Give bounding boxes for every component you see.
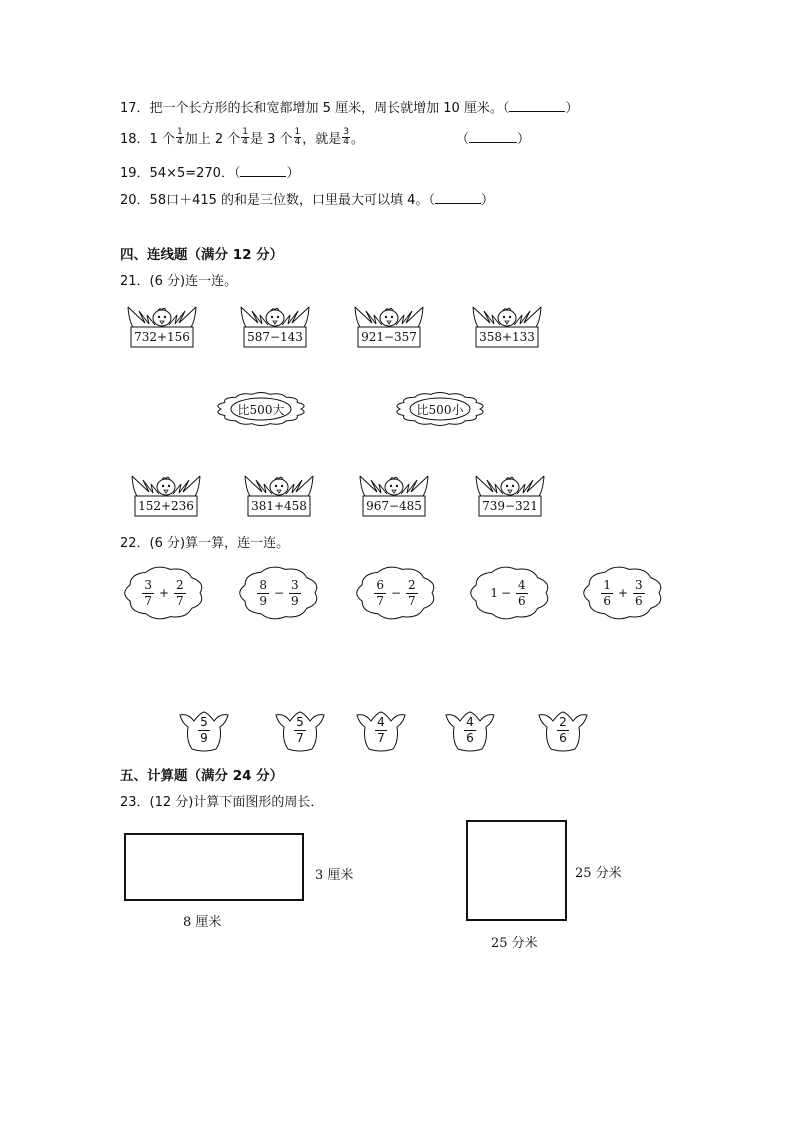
- fraction: $\frac{3}{9}$: [291, 577, 299, 608]
- cloud-expression[interactable]: [579, 560, 667, 626]
- bird-card[interactable]: [242, 470, 316, 520]
- answer-blank[interactable]: [435, 193, 481, 204]
- whole-number: 1: [490, 586, 498, 600]
- answer-blank[interactable]: [240, 166, 286, 177]
- fraction: 4 6: [466, 715, 474, 745]
- bird-card-expression: 381+458: [251, 499, 307, 513]
- fraction: 1 6: [603, 577, 611, 608]
- square-side-label-right: 25 分米: [575, 866, 622, 881]
- tulip-answer[interactable]: [272, 711, 328, 753]
- answer-blank[interactable]: [469, 132, 517, 143]
- question-19: 19．54×5=270．（ ）: [120, 166, 300, 181]
- question-17: 17．把一个长方形的长和宽都增加 5 厘米，周长就增加 10 厘米。（ ）: [120, 101, 579, 116]
- operator: +: [158, 586, 170, 600]
- question-number: 18．: [120, 131, 150, 147]
- section-heading: 四、连线题（满分 12 分）: [120, 247, 284, 263]
- fraction: $\frac{3}{6}$: [635, 577, 643, 608]
- bird-card[interactable]: [473, 470, 547, 520]
- flower-label: 比500大: [237, 403, 285, 417]
- fraction: 5 7: [296, 715, 304, 745]
- rectangle-height-label: 3 厘米: [315, 868, 354, 883]
- question-number: 17．: [120, 101, 150, 116]
- question-23-title: 23．(12 分)计算下面图形的周长．: [120, 795, 324, 810]
- question-text: 把一个长方形的长和宽都增加 5 厘米，周长就增加 10 厘米。（: [149, 101, 510, 116]
- bird-card[interactable]: [357, 470, 431, 520]
- question-number: 20．: [120, 193, 150, 208]
- question-18: 18． 1 个 $\frac{1}{4}$ 加上 2 个 $\frac{1}{4}$ 是 3 个 $\frac{1}{4}$ ，就是 $\frac{3}{4}$ 。 （ ）: [120, 126, 531, 147]
- bird-card-expression: 152+236: [138, 499, 194, 513]
- flower-target[interactable]: [215, 389, 307, 429]
- bird-card[interactable]: [470, 301, 544, 351]
- bird-card-expression: 739−321: [482, 499, 538, 513]
- question-22-title: 22．(6 分)算一算，连一连。: [120, 536, 290, 551]
- fraction: 6 7: [376, 577, 384, 608]
- square-side-label-bottom: 25 分米: [491, 936, 538, 951]
- cloud-expression[interactable]: [352, 560, 440, 626]
- bird-card[interactable]: [125, 301, 199, 351]
- bird-card[interactable]: [238, 301, 312, 351]
- fraction: $\frac{2}{7}$: [176, 577, 184, 608]
- flower-target[interactable]: [394, 389, 486, 429]
- fraction: $\frac{2}{7}$: [408, 577, 416, 608]
- bird-card-expression: 587−143: [247, 330, 303, 344]
- operator: −: [390, 586, 402, 600]
- flower-label: 比500小: [416, 403, 464, 417]
- operator: −: [500, 586, 512, 600]
- fraction: 4 7: [377, 715, 385, 745]
- answer-blank[interactable]: [509, 101, 565, 112]
- bird-card-expression: 921−357: [361, 330, 417, 344]
- fraction: $\frac{1}{4}$: [294, 126, 301, 147]
- tulip-answer[interactable]: [535, 711, 591, 753]
- cloud-expression[interactable]: [120, 560, 208, 626]
- fraction: $\frac{1}{4}$: [242, 126, 248, 147]
- operator: −: [273, 586, 285, 600]
- fraction: 8 9: [259, 577, 267, 608]
- question-21-title: 21．(6 分)连一连。: [120, 274, 238, 289]
- section-heading: 五、计算题（满分 24 分）: [120, 768, 284, 784]
- square-figure: [466, 820, 567, 921]
- operator: +: [617, 586, 629, 600]
- fraction: $\frac{4}{6}$: [518, 577, 526, 608]
- rectangle-width-label: 8 厘米: [183, 915, 222, 930]
- fraction: 2 6: [559, 715, 567, 745]
- question-20: 20．58口＋415 的和是三位数，口里最大可以填 4。（ ）: [120, 193, 494, 208]
- cloud-expression[interactable]: [235, 560, 323, 626]
- bird-card[interactable]: [129, 470, 203, 520]
- cloud-expression[interactable]: [466, 560, 554, 626]
- tulip-answer[interactable]: [176, 711, 232, 753]
- bird-card-expression: 967−485: [366, 499, 422, 513]
- tulip-answer[interactable]: [442, 711, 498, 753]
- rectangle-figure: [124, 833, 304, 901]
- tulip-answer[interactable]: [353, 711, 409, 753]
- question-number: 19．: [120, 166, 150, 181]
- fraction: $\frac{3}{4}$: [343, 126, 349, 147]
- bird-card-expression: 358+133: [479, 330, 535, 344]
- bird-card[interactable]: [352, 301, 426, 351]
- fraction: 5 9: [200, 715, 208, 745]
- fraction: $\frac{1}{4}$: [176, 126, 183, 147]
- bird-card-expression: 732+156: [134, 330, 190, 344]
- fraction: 3 7: [144, 577, 152, 608]
